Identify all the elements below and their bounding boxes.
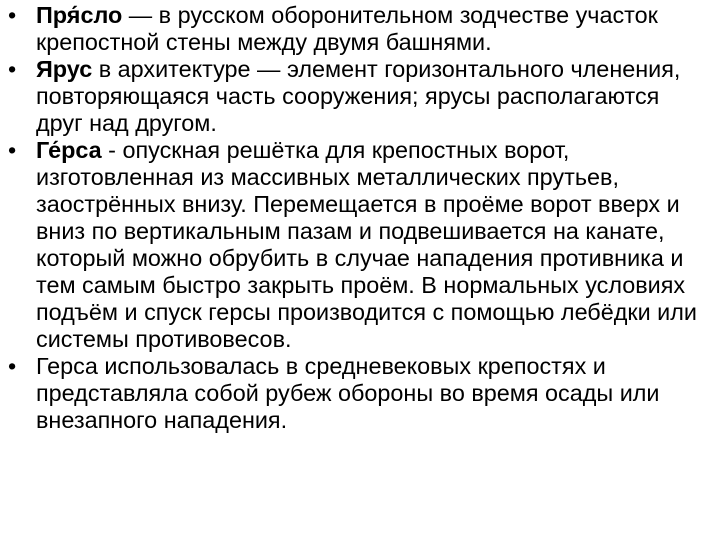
bullet-list	[8, 2, 710, 434]
bullet-icon: •	[8, 137, 17, 163]
bullet-item-prjaslo	[8, 2, 710, 56]
bullet-item-gersa-usage	[8, 353, 710, 434]
term-prjaslo: Пря́сло	[36, 2, 123, 28]
bullet-icon: •	[8, 2, 17, 28]
bullet-icon: •	[8, 56, 17, 82]
term-gersa: Ге́рса	[36, 137, 109, 163]
bullet-item-jarus	[8, 56, 710, 137]
definition-gersa-usage: Герса использовалась в средневековых крепостях и представляла собой рубеж обороны во время осады или внезапного нападения.	[36, 353, 660, 433]
definition-prjaslo: — в русском оборонительном зодчестве участок крепостной стены между двумя башнями.	[36, 2, 658, 55]
bullet-item-gersa	[8, 137, 710, 353]
definition-jarus: в архитектуре — элемент горизонтального членения, повторяющаяся часть сооружения; ярусы располагаются друг над другом.	[36, 56, 681, 136]
bullet-icon: •	[8, 353, 17, 379]
definition-gersa: - опускная решётка для крепостных ворот, изготовленная из массивных металлических прутьев, заострённых внизу. Перемещается в проёме ворот вверх и вниз по вертикальным пазам и подвешивается на канате, который можно обрубить в случае нападения противника и тем самым быстро закрыть проём. В нормальных условиях подъём и спуск герсы производится с помощью лебёдки или системы противовесов.	[36, 137, 697, 352]
term-jarus: Ярус	[36, 56, 93, 82]
